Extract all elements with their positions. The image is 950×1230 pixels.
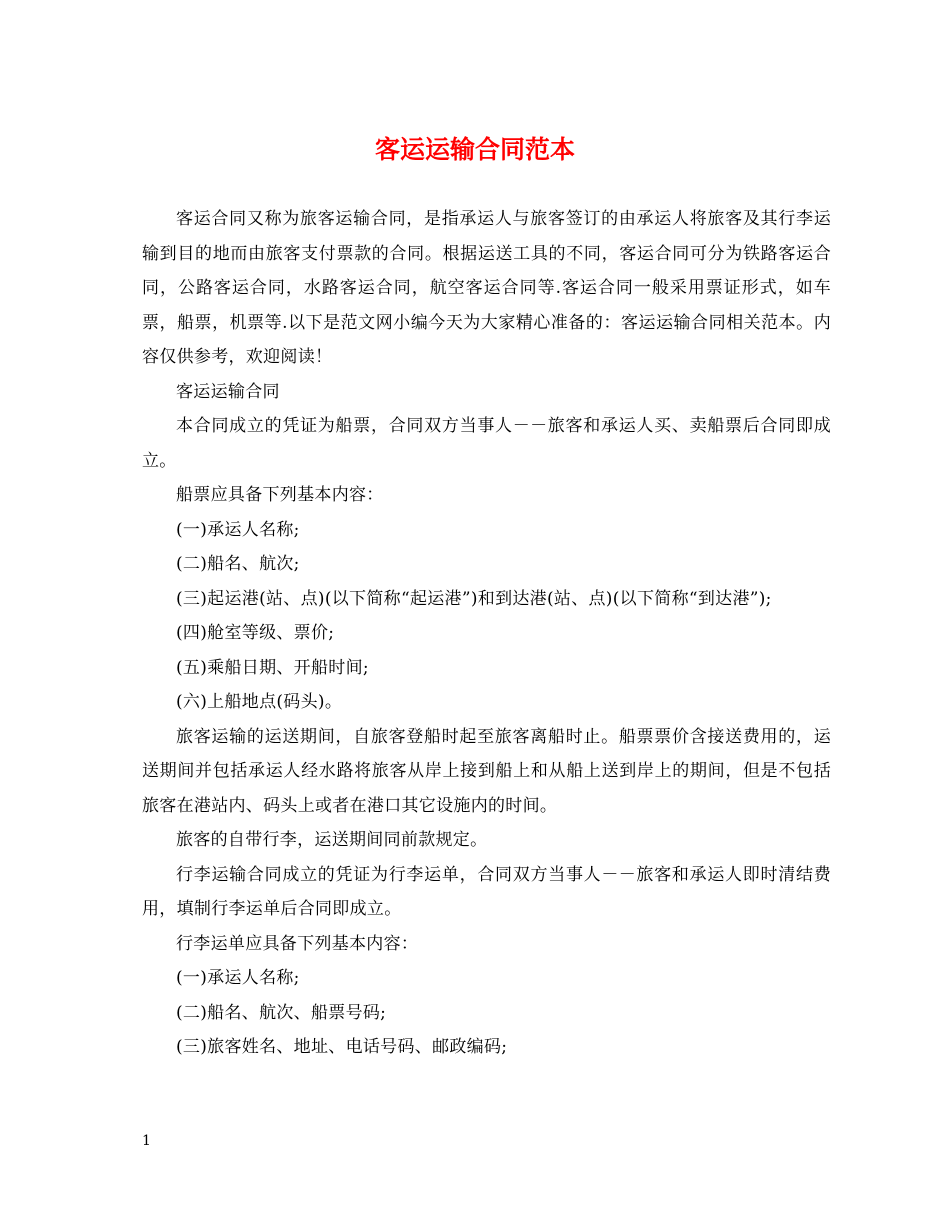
paragraph: 本合同成立的凭证为船票，合同双方当事人－－旅客和承运人买、卖船票后合同即成立。 [142,416,831,471]
paragraph-intro: 客运合同又称为旅客运输合同，是指承运人与旅客签订的由承运人将旅客及其行李运输到目的地而由旅客支付票款的合同。根据运送工具的不同，客运合同可分为铁路客运合同，公路客运合同，水路客运合同，航空客运合同等.客运合同一般采用票证形式，如车票，船票，机票等.以下是范文网小编今天为大家精心准备的：客运运输合同相关范本。内容仅供参考，欢迎阅读！ [142,209,831,367]
list-item: (二)船名、航次、船票号码; [176,1002,387,1023]
document-body [142,202,831,1065]
list-item: (三)旅客姓名、地址、电话号码、邮政编码; [176,1037,508,1057]
list-item: (六)上船地点(码头)。 [176,692,343,712]
list-item: (一)承运人名称; [176,968,300,988]
paragraph: 旅客运输的运送期间，自旅客登船时起至旅客离船时止。船票票价含接送费用的，运送期间并包括承运人经水路将旅客从岸上接到船上和从船上送到岸上的期间，但是不包括旅客在港站内、码头上或者在港口其它设施内的时间。 [142,726,831,816]
document-title: 客运运输合同范本 [374,135,575,164]
paragraph: 旅客的自带行李，运送期间同前款规定。 [176,830,488,850]
list-item: (二)船名、航次; [176,554,300,574]
list-item: (五)乘船日期、开船时间; [176,657,369,678]
list-item: (三)起运港(站、点)(以下简称“起运港”)和到达港(站、点)(以下简称“到达港”); [176,588,772,609]
list-item: (四)舱室等级、票价; [176,623,335,643]
page-number: 1 [142,1133,151,1149]
paragraph: 行李运输合同成立的凭证为行李运单，合同双方当事人－－旅客和承运人即时清结费用，填制行李运单后合同即成立。 [142,864,831,919]
paragraph: 船票应具备下列基本内容： [176,485,384,505]
paragraph-heading: 客运运输合同 [176,381,280,402]
paragraph: 行李运单应具备下列基本内容： [176,933,419,954]
list-item: (一)承运人名称; [176,519,300,540]
